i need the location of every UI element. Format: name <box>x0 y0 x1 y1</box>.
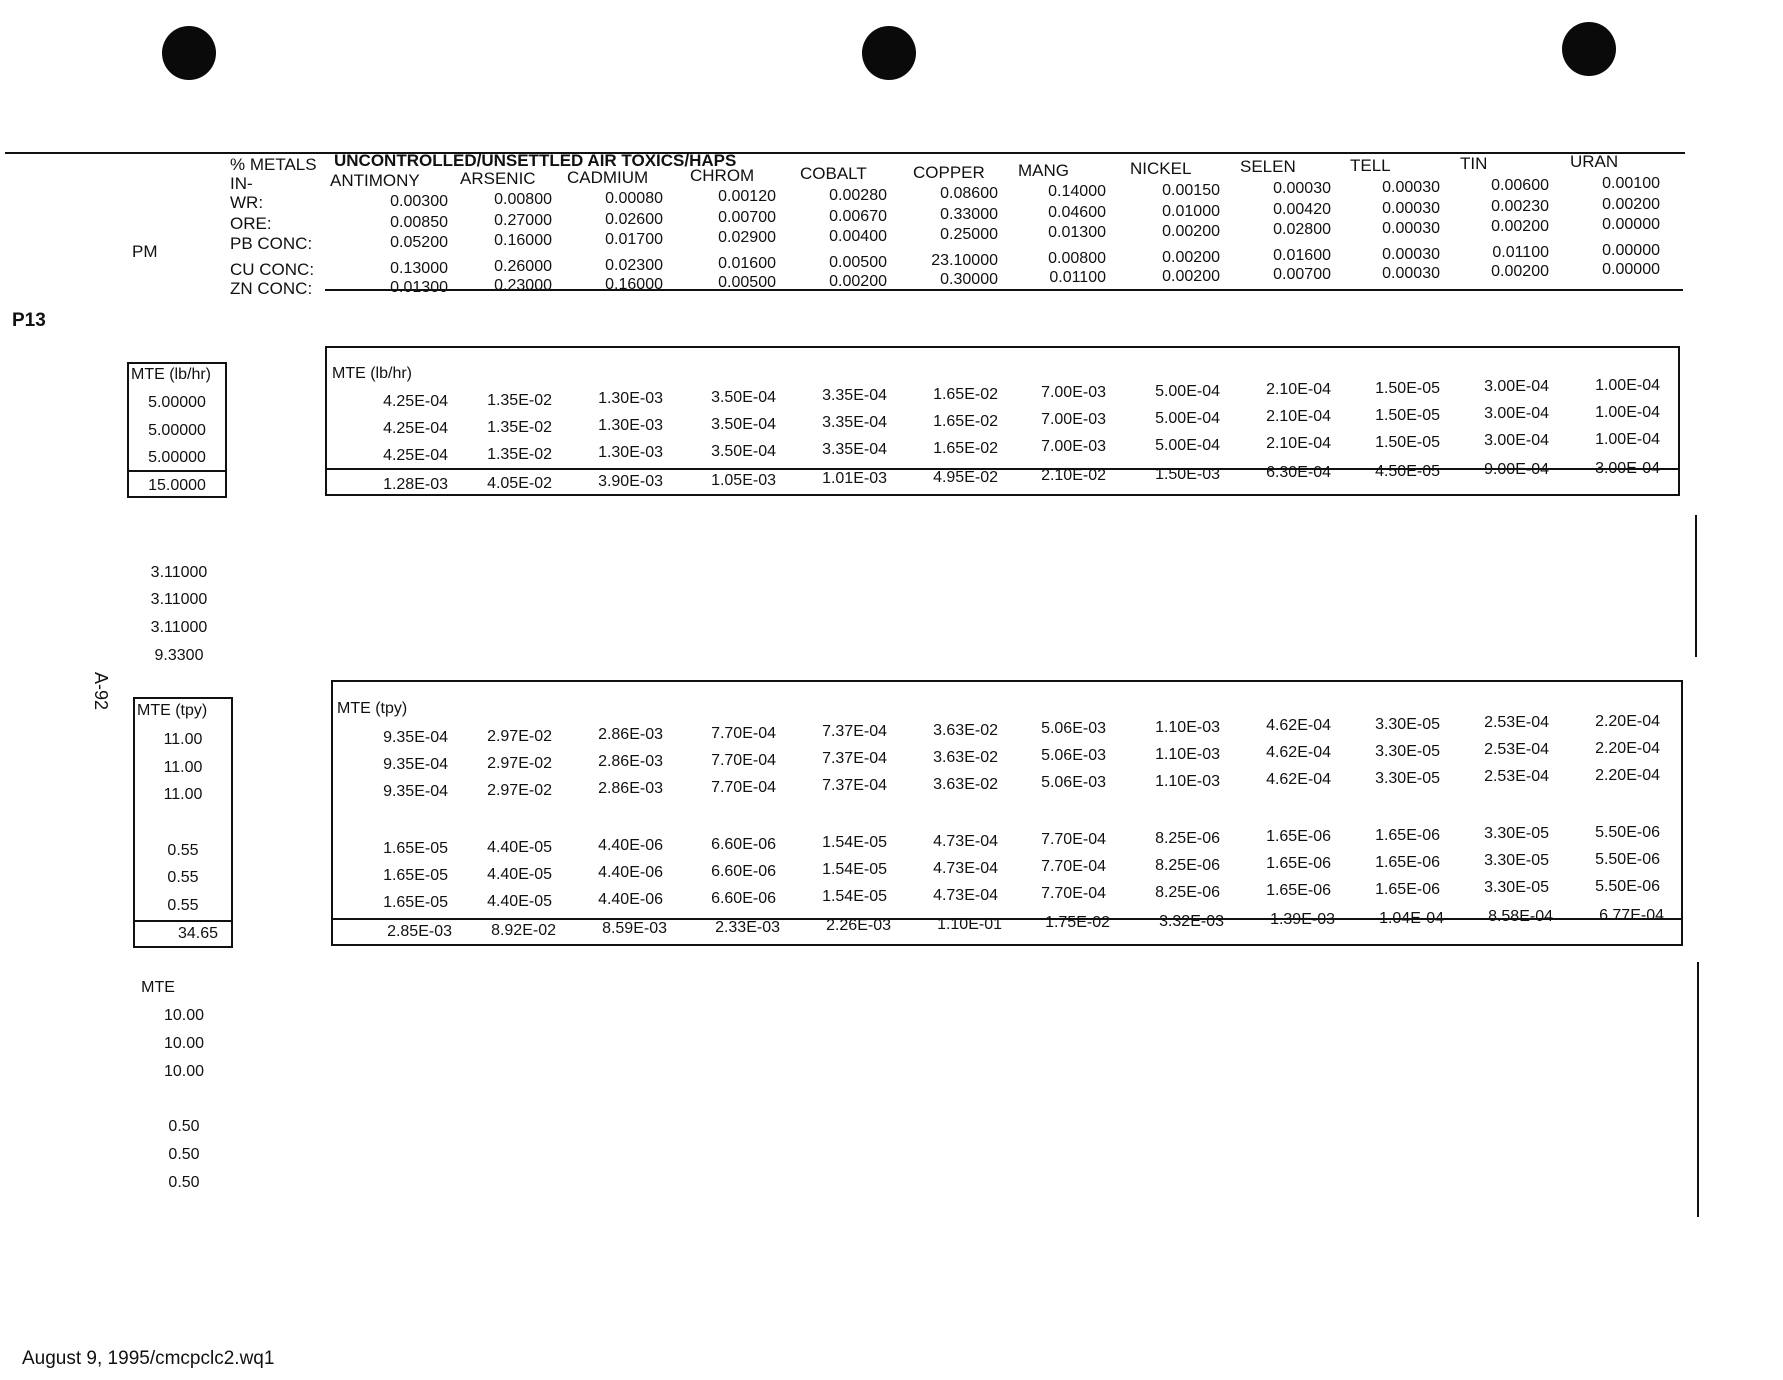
header-cell: 0.00700 <box>1273 266 1331 284</box>
header-cell: 0.00100 <box>1602 175 1660 193</box>
header-title: UNCONTROLLED/UNSETTLED AIR TOXICS/HAPS <box>334 151 737 170</box>
header-cell: 0.05200 <box>390 234 448 251</box>
tpy-side-value: 0.55 <box>167 897 199 914</box>
header-cell: 0.16000 <box>494 232 552 250</box>
grid-cell: 2.10E-04 <box>1266 435 1331 452</box>
grid-cell: 4.25E-04 <box>383 447 448 464</box>
header-cell: 0.01100 <box>1492 244 1549 261</box>
grid-cell: 3.63E-02 <box>933 721 998 739</box>
total-cell: 2.85E-03 <box>387 923 452 940</box>
grid-cell: 1.35E-02 <box>487 418 552 436</box>
grid-cell: 1.54E-05 <box>822 888 887 905</box>
header-cell: 0.01000 <box>1162 202 1220 220</box>
grid-cell: 4.25E-04 <box>383 393 448 410</box>
grid-cell: 3.30E-05 <box>1375 715 1440 733</box>
header-cell: 0.00200 <box>1491 218 1549 235</box>
grid-cell: 7.70E-04 <box>1041 885 1106 902</box>
total-cell: 1.39E-03 <box>1270 911 1335 928</box>
mte-plain-title: MTE <box>141 979 175 996</box>
column-header-tin: TIN <box>1460 154 1488 173</box>
total-cell: 1.05E-03 <box>711 471 776 489</box>
total-cell: 8.58E-04 <box>1488 908 1553 925</box>
column-header-tell: TELL <box>1350 155 1391 175</box>
grid-cell: 3.35E-04 <box>822 387 887 404</box>
header-cell: 0.00280 <box>829 186 887 204</box>
grid-cell: 3.35E-04 <box>822 441 887 458</box>
footer-filename: August 9, 1995/cmcpclc2.wq1 <box>22 1348 275 1369</box>
header-row-label: ORE: <box>230 214 272 233</box>
mid-value: 3.11000 <box>150 564 208 581</box>
grid-cell: 1.65E-06 <box>1266 882 1331 899</box>
header-cell: 0.00150 <box>1162 181 1220 199</box>
grid-cell: 4.73E-04 <box>933 886 998 904</box>
header-cell: 0.00030 <box>1382 199 1440 217</box>
lbhr-side-title: MTE (lb/hr) <box>131 366 211 383</box>
header-cell: 0.00400 <box>829 227 887 245</box>
margin-mark-lower <box>1697 962 1699 1217</box>
grid-cell: 7.70E-04 <box>711 778 776 796</box>
grid-cell: 9.35E-04 <box>383 729 448 746</box>
header-cell: 23.10000 <box>931 252 998 269</box>
mte-plain-value: 10.00 <box>163 1007 205 1024</box>
header-cell: 0.02600 <box>605 210 663 228</box>
total-cell: 8.92E-02 <box>491 921 556 939</box>
header-cell: 0.00850 <box>390 214 448 231</box>
header-cell: 0.00200 <box>1162 267 1220 285</box>
grid-cell: 4.40E-06 <box>598 864 663 881</box>
grid-cell: 1.65E-05 <box>383 894 448 911</box>
total-cell: 9.00E-04 <box>1484 461 1549 478</box>
header-cell: 0.00000 <box>1602 242 1660 260</box>
header-cell: 0.00230 <box>1491 198 1549 215</box>
header-cell: 0.00670 <box>829 207 887 225</box>
grid-cell: 1.10E-03 <box>1155 718 1220 736</box>
grid-cell: 1.00E-04 <box>1595 430 1660 448</box>
column-header-cobalt: COBALT <box>800 164 867 184</box>
header-cell: 0.00030 <box>1382 245 1440 263</box>
column-header-arsenic: ARSENIC <box>460 169 536 189</box>
header-cell: 0.30000 <box>940 271 998 288</box>
grid-cell: 1.35E-02 <box>487 391 552 409</box>
header-cell: 0.01600 <box>718 255 776 273</box>
header-cell: 0.01600 <box>1273 247 1331 265</box>
punch-hole-left <box>162 26 216 80</box>
column-header-chrom: CHROM <box>690 165 755 185</box>
header-cell: 0.00030 <box>1382 264 1440 282</box>
grid-cell: 7.70E-04 <box>1041 831 1106 848</box>
mte-plain-value: 10.00 <box>163 1035 205 1052</box>
total-cell: 8.59E-03 <box>602 920 667 937</box>
grid-cell: 4.40E-05 <box>487 838 552 856</box>
column-header-nickel: NICKEL <box>1130 159 1192 179</box>
header-cell: 0.00200 <box>1162 248 1220 266</box>
grid-cell: 3.63E-02 <box>933 775 998 793</box>
header-cell: 0.00200 <box>1602 196 1660 214</box>
tpy-side-value: 11.00 <box>163 786 203 803</box>
total-cell: 2.10E-02 <box>1041 467 1106 484</box>
header-cell: 0.00500 <box>718 274 776 292</box>
grid-cell: 4.25E-04 <box>383 420 448 437</box>
total-cell: 4.50E-05 <box>1375 462 1440 480</box>
tpy-side-title: MTE (tpy) <box>137 702 208 719</box>
grid-cell: 1.65E-06 <box>1266 855 1331 872</box>
grid-cell: 5.50E-06 <box>1595 850 1660 868</box>
grid-cell: 7.00E-03 <box>1041 411 1106 428</box>
grid-cell: 1.10E-03 <box>1155 745 1220 763</box>
total-cell: 1.28E-03 <box>383 476 448 493</box>
grid-cell: 4.62E-04 <box>1266 744 1331 761</box>
header-cell: 0.02900 <box>718 229 776 247</box>
header-cell: 0.04600 <box>1048 204 1106 222</box>
total-cell: 6.30E-04 <box>1266 464 1331 481</box>
mte-plain-value: 0.50 <box>168 1146 200 1163</box>
header-cell: 0.23000 <box>494 277 552 295</box>
grid-cell: 5.00E-04 <box>1155 436 1220 454</box>
grid-cell: 2.53E-04 <box>1484 741 1549 758</box>
tpy-side-value: 11.00 <box>163 731 203 748</box>
total-cell: 3.32E-03 <box>1159 912 1224 930</box>
mid-value: 9.3300 <box>154 647 204 664</box>
header-cell: 0.00030 <box>1382 178 1440 196</box>
column-header-antimony: ANTIMONY <box>330 171 420 190</box>
header-cell: 0.00030 <box>1382 219 1440 237</box>
header-cell: 0.00200 <box>829 272 887 290</box>
total-cell: 1.75E-02 <box>1045 914 1110 931</box>
header-cell: 0.14000 <box>1048 183 1106 201</box>
lbhr-side-value: 5.00000 <box>148 449 206 466</box>
total-cell: 1.04E-04 <box>1379 909 1444 927</box>
header-row-label: WR: <box>230 193 264 212</box>
pct-metals-label: % METALS <box>230 155 317 174</box>
header-cell: 0.00800 <box>494 191 552 209</box>
grid-cell: 2.53E-04 <box>1484 714 1549 731</box>
lbhr-side-total: 15.0000 <box>148 477 206 494</box>
grid-cell: 7.37E-04 <box>822 750 887 767</box>
total-cell: 1.01E-03 <box>822 470 887 487</box>
tpy-side-total: 34.65 <box>177 925 219 942</box>
grid-cell: 3.30E-05 <box>1375 742 1440 760</box>
header-row-label: ZN CONC: <box>230 279 313 298</box>
total-cell: 2.33E-03 <box>715 918 780 936</box>
grid-cell: 5.50E-06 <box>1595 877 1660 895</box>
grid-cell: 3.50E-04 <box>711 442 776 460</box>
grid-cell: 1.30E-03 <box>598 444 663 461</box>
header-row-label: PB CONC: <box>230 234 313 253</box>
grid-cell: 1.00E-04 <box>1595 376 1660 394</box>
mte-plain-value: 0.50 <box>168 1174 200 1191</box>
header-cell: 0.16000 <box>605 275 663 293</box>
grid-cell: 2.20E-04 <box>1595 712 1660 730</box>
grid-cell: 3.50E-04 <box>711 388 776 406</box>
header-cell: 0.00600 <box>1491 177 1549 194</box>
header-cell: 0.13000 <box>390 260 448 277</box>
grid-cell: 1.65E-06 <box>1375 880 1440 898</box>
grid-cell: 6.60E-06 <box>711 862 776 880</box>
lbhr-grid-title: MTE (lb/hr) <box>332 365 412 382</box>
column-header-uran: URAN <box>1570 152 1619 172</box>
tpy-side-value: 0.55 <box>167 869 199 886</box>
header-cell: 0.00200 <box>1162 222 1220 240</box>
grid-cell: 1.30E-03 <box>598 390 663 407</box>
header-cell: 0.00120 <box>718 188 776 206</box>
total-cell: 4.05E-02 <box>487 474 552 492</box>
grid-cell: 7.00E-03 <box>1041 438 1106 455</box>
header-cell: 0.00800 <box>1048 250 1106 268</box>
lbhr-side-separator <box>127 470 227 472</box>
grid-cell: 1.65E-05 <box>383 840 448 857</box>
grid-cell: 3.30E-05 <box>1484 879 1549 896</box>
grid-cell: 3.35E-04 <box>822 414 887 431</box>
total-cell: 1.10E-01 <box>937 915 1002 933</box>
in-label: IN- <box>230 174 253 193</box>
grid-cell: 2.20E-04 <box>1595 766 1660 784</box>
grid-cell: 2.97E-02 <box>487 754 552 772</box>
grid-cell: 5.06E-03 <box>1041 774 1106 791</box>
grid-cell: 1.65E-06 <box>1375 826 1440 844</box>
grid-cell: 1.50E-05 <box>1375 379 1440 397</box>
grid-cell: 1.65E-06 <box>1266 828 1331 845</box>
mid-value: 3.11000 <box>150 591 208 608</box>
grid-cell: 1.65E-02 <box>933 385 998 403</box>
grid-cell: 8.25E-06 <box>1155 883 1220 901</box>
grid-cell: 2.86E-03 <box>598 780 663 797</box>
header-cell: 0.26000 <box>494 258 552 276</box>
grid-cell: 4.62E-04 <box>1266 771 1331 788</box>
grid-cell: 3.30E-05 <box>1375 769 1440 787</box>
tpy-side-separator <box>133 920 233 922</box>
grid-cell: 1.50E-05 <box>1375 433 1440 451</box>
lbhr-side-value: 5.00000 <box>148 394 206 411</box>
grid-cell: 6.60E-06 <box>711 835 776 853</box>
header-cell: 0.00000 <box>1602 216 1660 234</box>
header-cell: 0.00700 <box>718 209 776 227</box>
grid-cell: 4.73E-04 <box>933 859 998 877</box>
grid-cell: 2.20E-04 <box>1595 739 1660 757</box>
grid-cell: 7.70E-04 <box>711 751 776 769</box>
grid-cell: 1.10E-03 <box>1155 772 1220 790</box>
header-cell: 0.00500 <box>829 253 887 271</box>
header-top-rule <box>5 152 1685 154</box>
punch-hole-center <box>862 26 916 80</box>
pm-label: PM <box>132 242 158 261</box>
grid-cell: 3.30E-05 <box>1484 852 1549 869</box>
grid-cell: 2.97E-02 <box>487 727 552 745</box>
grid-cell: 1.65E-06 <box>1375 853 1440 871</box>
header-cell: 0.02300 <box>605 256 663 274</box>
lbhr-side-value: 5.00000 <box>148 422 206 439</box>
header-cell: 0.01300 <box>390 279 448 296</box>
grid-cell: 1.30E-03 <box>598 417 663 434</box>
grid-cell: 5.06E-03 <box>1041 747 1106 764</box>
grid-cell: 1.65E-02 <box>933 439 998 457</box>
column-header-cadmium: CADMIUM <box>567 167 649 187</box>
grid-cell: 8.25E-06 <box>1155 856 1220 874</box>
header-cell: 0.00000 <box>1602 261 1660 279</box>
total-cell: 2.26E-03 <box>826 917 891 934</box>
total-cell: 1.50E-03 <box>1155 465 1220 483</box>
header-cell: 0.27000 <box>494 212 552 230</box>
grid-cell: 4.40E-05 <box>487 892 552 910</box>
grid-cell: 3.30E-05 <box>1484 825 1549 842</box>
grid-cell: 7.00E-03 <box>1041 384 1106 401</box>
header-cell: 0.33000 <box>940 206 998 223</box>
total-cell: 6.77E-04 <box>1599 906 1664 924</box>
grid-cell: 1.35E-02 <box>487 445 552 463</box>
grid-cell: 3.00E-04 <box>1484 432 1549 449</box>
grid-cell: 6.60E-06 <box>711 889 776 907</box>
tpy-grid-title: MTE (tpy) <box>337 700 408 717</box>
header-cell: 0.00200 <box>1491 263 1549 280</box>
column-header-copper: COPPER <box>913 162 985 182</box>
grid-cell: 1.54E-05 <box>822 834 887 851</box>
grid-cell: 7.70E-04 <box>711 724 776 742</box>
grid-cell: 1.65E-05 <box>383 867 448 884</box>
punch-hole-right <box>1562 22 1616 76</box>
grid-cell: 3.00E-04 <box>1484 405 1549 422</box>
grid-cell: 7.37E-04 <box>822 777 887 794</box>
tpy-side-value: 0.55 <box>167 842 199 859</box>
header-cell: 0.02800 <box>1273 221 1331 239</box>
grid-cell: 4.73E-04 <box>933 832 998 850</box>
grid-cell: 5.50E-06 <box>1595 823 1660 841</box>
grid-cell: 4.40E-06 <box>598 837 663 854</box>
header-cell: 0.01100 <box>1049 269 1106 287</box>
column-header-selen: SELEN <box>1240 157 1296 177</box>
total-cell: 3.00E-04 <box>1595 459 1660 477</box>
grid-cell: 2.10E-04 <box>1266 381 1331 398</box>
header-cell: 0.00300 <box>390 193 448 210</box>
header-cell: 0.00080 <box>605 189 663 207</box>
grid-cell: 9.35E-04 <box>383 756 448 773</box>
header-cell: 0.25000 <box>940 226 998 243</box>
grid-cell: 4.40E-06 <box>598 891 663 908</box>
page-number: A-92 <box>91 672 111 711</box>
column-header-mang: MANG <box>1018 160 1069 180</box>
grid-cell: 5.06E-03 <box>1041 720 1106 737</box>
mte-plain-value: 0.50 <box>168 1118 200 1135</box>
grid-cell: 3.50E-04 <box>711 415 776 433</box>
total-cell: 4.95E-02 <box>933 468 998 486</box>
grid-cell: 3.63E-02 <box>933 748 998 766</box>
header-cell: 0.01300 <box>1048 224 1106 242</box>
header-cell: 0.08600 <box>940 185 998 202</box>
mid-value: 3.11000 <box>150 619 208 636</box>
header-cell: 0.01700 <box>605 230 663 248</box>
grid-cell: 1.50E-05 <box>1375 406 1440 424</box>
grid-cell: 2.53E-04 <box>1484 768 1549 785</box>
header-cell: 0.00030 <box>1273 180 1331 198</box>
header-cell: 0.00420 <box>1273 201 1331 219</box>
grid-cell: 1.65E-02 <box>933 412 998 430</box>
grid-cell: 1.00E-04 <box>1595 403 1660 421</box>
grid-cell: 4.40E-05 <box>487 865 552 883</box>
grid-cell: 8.25E-06 <box>1155 829 1220 847</box>
total-cell: 3.90E-03 <box>598 473 663 490</box>
grid-cell: 4.62E-04 <box>1266 717 1331 734</box>
grid-cell: 5.00E-04 <box>1155 409 1220 427</box>
grid-cell: 2.97E-02 <box>487 781 552 799</box>
grid-cell: 1.54E-05 <box>822 861 887 878</box>
mte-plain-value: 10.00 <box>163 1063 205 1080</box>
grid-cell: 3.00E-04 <box>1484 378 1549 395</box>
grid-cell: 2.10E-04 <box>1266 408 1331 425</box>
grid-cell: 2.86E-03 <box>598 726 663 743</box>
grid-cell: 7.37E-04 <box>822 723 887 740</box>
grid-cell: 7.70E-04 <box>1041 858 1106 875</box>
section-label: P13 <box>12 310 46 331</box>
grid-cell: 2.86E-03 <box>598 753 663 770</box>
tpy-side-value: 11.00 <box>163 759 203 776</box>
header-row-label: CU CONC: <box>230 260 315 279</box>
grid-cell: 5.00E-04 <box>1155 382 1220 400</box>
grid-cell: 9.35E-04 <box>383 783 448 800</box>
margin-mark-upper <box>1695 515 1697 657</box>
